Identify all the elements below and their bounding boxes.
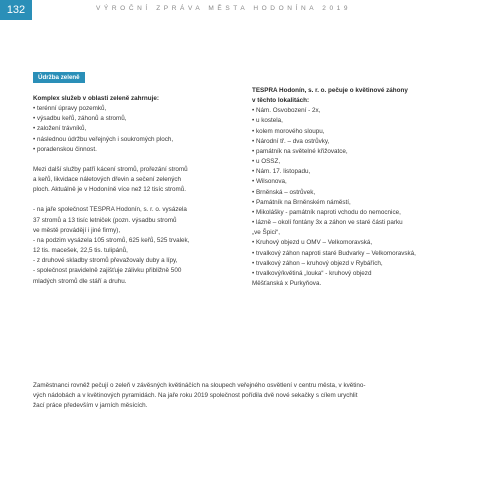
list-item: • Památník na Brněnském náměstí, <box>252 198 351 206</box>
list-item: • Nám. 17. listopadu, <box>252 168 311 176</box>
dash-line: - společnost pravidelně zajišťuje zálivku přibližně 500 <box>33 267 182 275</box>
paragraph-line: vých nádobách a v květinových pyramidách. Na jaře roku 2019 společnost pořídila dvě nové sekačky s cílem urychlit <box>33 392 358 400</box>
list-item: • kolem morového sloupu, <box>252 127 325 135</box>
right-heading: TESPRA Hodonín, s. r. o. pečuje o květinové záhony <box>252 87 408 94</box>
list-item: • Mikolášky - památník naproti vchodu do nemocnice, <box>252 208 401 216</box>
section-badge: Údržba zeleně <box>33 72 85 83</box>
list-item: • Nám. Osvobození - 2x, <box>252 107 321 115</box>
running-title: VÝROČNÍ ZPRÁVA MĚSTA HODONÍNA 2019 <box>96 5 352 12</box>
dash-line: - na podzim vysázela 105 stromů, 625 keřů, 525 trvalek, <box>33 236 190 244</box>
bottom-paragraph <box>33 381 453 411</box>
list-item: • trvalkový záhon naproti staré Budvarky – Velkomoravská, <box>252 249 416 257</box>
list-item: • památník na světelné křižovatce, <box>252 147 348 155</box>
list-item: „ve Špici“, <box>252 229 280 237</box>
paragraph-line: Zaměstnanci rovněž pečují o zeleň v závěsných květináčích na sloupech veřejného osvětlení v centru města, v květino- <box>33 382 366 389</box>
dash-line: ve městě provádějí i jiné firmy), <box>33 226 121 234</box>
paragraph-line: Mezi další služby patří kácení stromů, prořezání stromů <box>33 165 188 173</box>
list-item: • trvalkový/květiná „louka“ - kruhový objezd <box>252 269 372 277</box>
dash-line: mladých stromů dle stáří a druhu. <box>33 277 127 285</box>
right-heading: v těchto lokalitách: <box>252 97 310 105</box>
list-item: Měšťanská x Purkyňova. <box>252 279 322 287</box>
list-item: • terénní úpravy pozemků, <box>33 105 107 113</box>
list-item: • Národní tř. – dva ostrůvky, <box>252 137 330 145</box>
left-column <box>33 94 233 287</box>
left-heading: Komplex služeb v oblasti zeleně zahrnuje: <box>33 95 159 102</box>
page-number: 132 <box>0 0 32 20</box>
list-item: • Kruhový objezd u OMV – Velkomoravská, <box>252 239 373 247</box>
right-column <box>252 86 452 289</box>
dash-line: - na jaře společnost TESPRA Hodonín, s. r. o. vysázela <box>33 206 187 214</box>
list-item: • u OSSZ, <box>252 158 281 166</box>
list-item: • založení trávníků, <box>33 125 87 133</box>
dash-line: 12 tis. macešek, 22,5 tis. tulipánů, <box>33 247 128 255</box>
list-item: • u kostela, <box>252 117 283 125</box>
list-item: • výsadbu keřů, záhonů a stromů, <box>33 115 127 123</box>
dash-line: - z druhové skladby stromů převažovaly duby a lípy, <box>33 257 178 265</box>
list-item: • trvalkový záhon – kruhový objezd v Rybářích, <box>252 259 383 267</box>
list-item: • následnou údržbu veřejných i soukromých ploch, <box>33 135 174 143</box>
list-item: • Brněnská – ostrůvek, <box>252 188 316 196</box>
list-item: • Wilsonova, <box>252 178 287 186</box>
list-item: • lázně – okolí fontány 3x a záhon ve staré části parku <box>252 219 403 227</box>
list-item: • poradenskou činnost. <box>33 145 97 153</box>
paragraph-line: ploch. Aktuálně je v Hodoníně více než 12 tisíc stromů. <box>33 186 186 194</box>
dash-line: 37 stromů a 13 tisíc letniček (pozn. výsadbu stromů <box>33 216 177 224</box>
paragraph-line: a keřů, likvidace náletových dřevin a sečení zelených <box>33 176 182 184</box>
paragraph-line: žací práce především v jarních měsících. <box>33 402 148 410</box>
